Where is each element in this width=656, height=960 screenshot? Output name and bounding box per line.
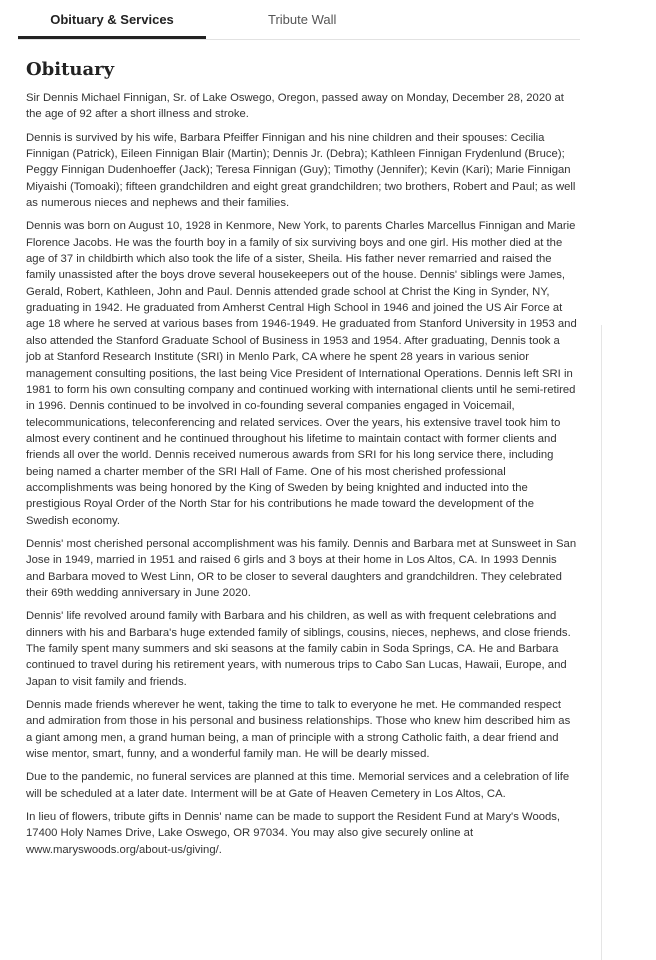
tab-bar: [18, 0, 580, 40]
obituary-paragraph-services: Due to the pandemic, no funeral services are planned at this time. Memorial services and a celebration of life will be scheduled at a later date. Interment will be at Gate of Heaven Cemetery in Los Altos, CA.: [26, 771, 570, 800]
tab-tribute-wall[interactable]: Tribute Wall: [268, 12, 337, 27]
obituary-paragraph-character: Dennis made friends wherever he went, taking the time to talk to everyone he met. He commanded respect and admiration from those in his personal and business relationships. Those who knew him described him as a giant among men, a grand human being, a man of principle with a strong Catholic faith, a dear friend and wise mentor, smart, funny, and a wonderful family man. He will be dearly missed.: [26, 699, 571, 761]
obituary-paragraph-announcement: Sir Dennis Michael Finnigan, Sr. of Lake Oswego, Oregon, passed away on Monday, December 28, 2020 at the age of 92 after a short illness and stroke.: [26, 92, 564, 121]
obituary-section: [26, 58, 578, 865]
obituary-paragraph-survivors: Dennis is survived by his wife, Barbara Pfeiffer Finnigan and his nine children and their spouses: Cecilia Finnigan (Patrick), Eileen Finnigan Blair (Martin); Dennis Jr. (Debra); Kathleen Finnigan Frydenlund (Bruce); Peggy Finnigan Dudenhoeffer (Jack); Teresa Finnigan (Guy); Timothy (Jennifer); Kevin (Kari); Marie Finnigan Miyaishi (Tomoaki); fifteen grandchildren and eight great grandchildren; two brothers, Robert and Paul; as well as numerous nieces and nephews and their families.: [26, 131, 576, 210]
obituary-paragraph-biography: Dennis was born on August 10, 1928 in Kenmore, New York, to parents Charles Marcellus Finnigan and Marie Florence Jacobs. He was the fourth boy in a family of six surviving boys and one girl. His mother died at the age of 37 in childbirth which also took the life of a sister, Sheila. His father never remarried and raised the family unassisted after the boys drove several housekeepers out of the house. Dennis' siblings were James, Gerald, Robert, Kathleen, John and Paul. Dennis attended grade school at Christ the King in Synder, NY, graduating in 1942. He graduated from Amherst Central High School in 1946 and joined the US Air Force at age 18 where he served at various bases from 1946-1949. He graduated from Stanford University in 1953 and also attended the Stanford Graduate School of Business in 1953 and 1954. After graduating, Dennis took a job at Stanford Research Institute (SRI) in Menlo Park, CA where he spent 28 years in various senior management consulting positions, the last being Vice President of International Operations. Dennis left SRI in 1981 to form his own consulting company and continued working with international clients until he semi-retired in 1996. Dennis continued to be involved in co-founding several companies engaged in Voicemail, telecommunications, teleconferencing and related services. Over the years, his extensive travel took him to almost every continent and he continued throughout his lifetime to maintain contact with former clients and friends all over the world. Dennis received numerous awards from SRI for his long service there, including being named a charter member of the SRI Hall of Fame. One of his most cherished professional accomplishments was being honored by the King of Sweden by being knighted and inducted into the prestigious Royal Order of the North Star for his contributions he made toward the development of the Swedish economy.: [26, 220, 577, 527]
obituary-paragraph-family: Dennis' most cherished personal accomplishment was his family. Dennis and Barbara met at Sunsweet in San Jose in 1949, married in 1951 and raised 6 girls and 3 boys at their home in Los Altos, CA. In 1993 Dennis and Barbara moved to West Linn, OR to be closer to several daughters and grandchildren. They celebrated their 69th wedding anniversary in June 2020.: [26, 537, 577, 599]
obituary-paragraph-donations: In lieu of flowers, tribute gifts in Dennis' name can be made to support the Resident Fund at Mary's Woods, 17400 Holy Names Drive, Lake Oswego, OR 97034. You may also give securely online at www.maryswoods.org/about-us/giving/.: [26, 811, 561, 856]
obituary-heading: Obituary: [26, 59, 115, 80]
tab-obituary-services[interactable]: Obituary & Services: [50, 12, 174, 27]
active-tab-indicator: [18, 36, 206, 39]
content-divider: [601, 325, 602, 960]
obituary-paragraph-family-life: Dennis' life revolved around family with Barbara and his children, as well as with frequent celebrations and dinners with his and Barbara's huge extended family of siblings, cousins, nieces, nephews, and close friends. The family spent many summers and ski seasons at the family cabin in Soda Springs, CA. He and Barbara continued to travel during his retirement years, with numerous trips to Cabo San Lucas, Hawaii, Europe, and Japan to visit family and friends.: [26, 610, 571, 688]
